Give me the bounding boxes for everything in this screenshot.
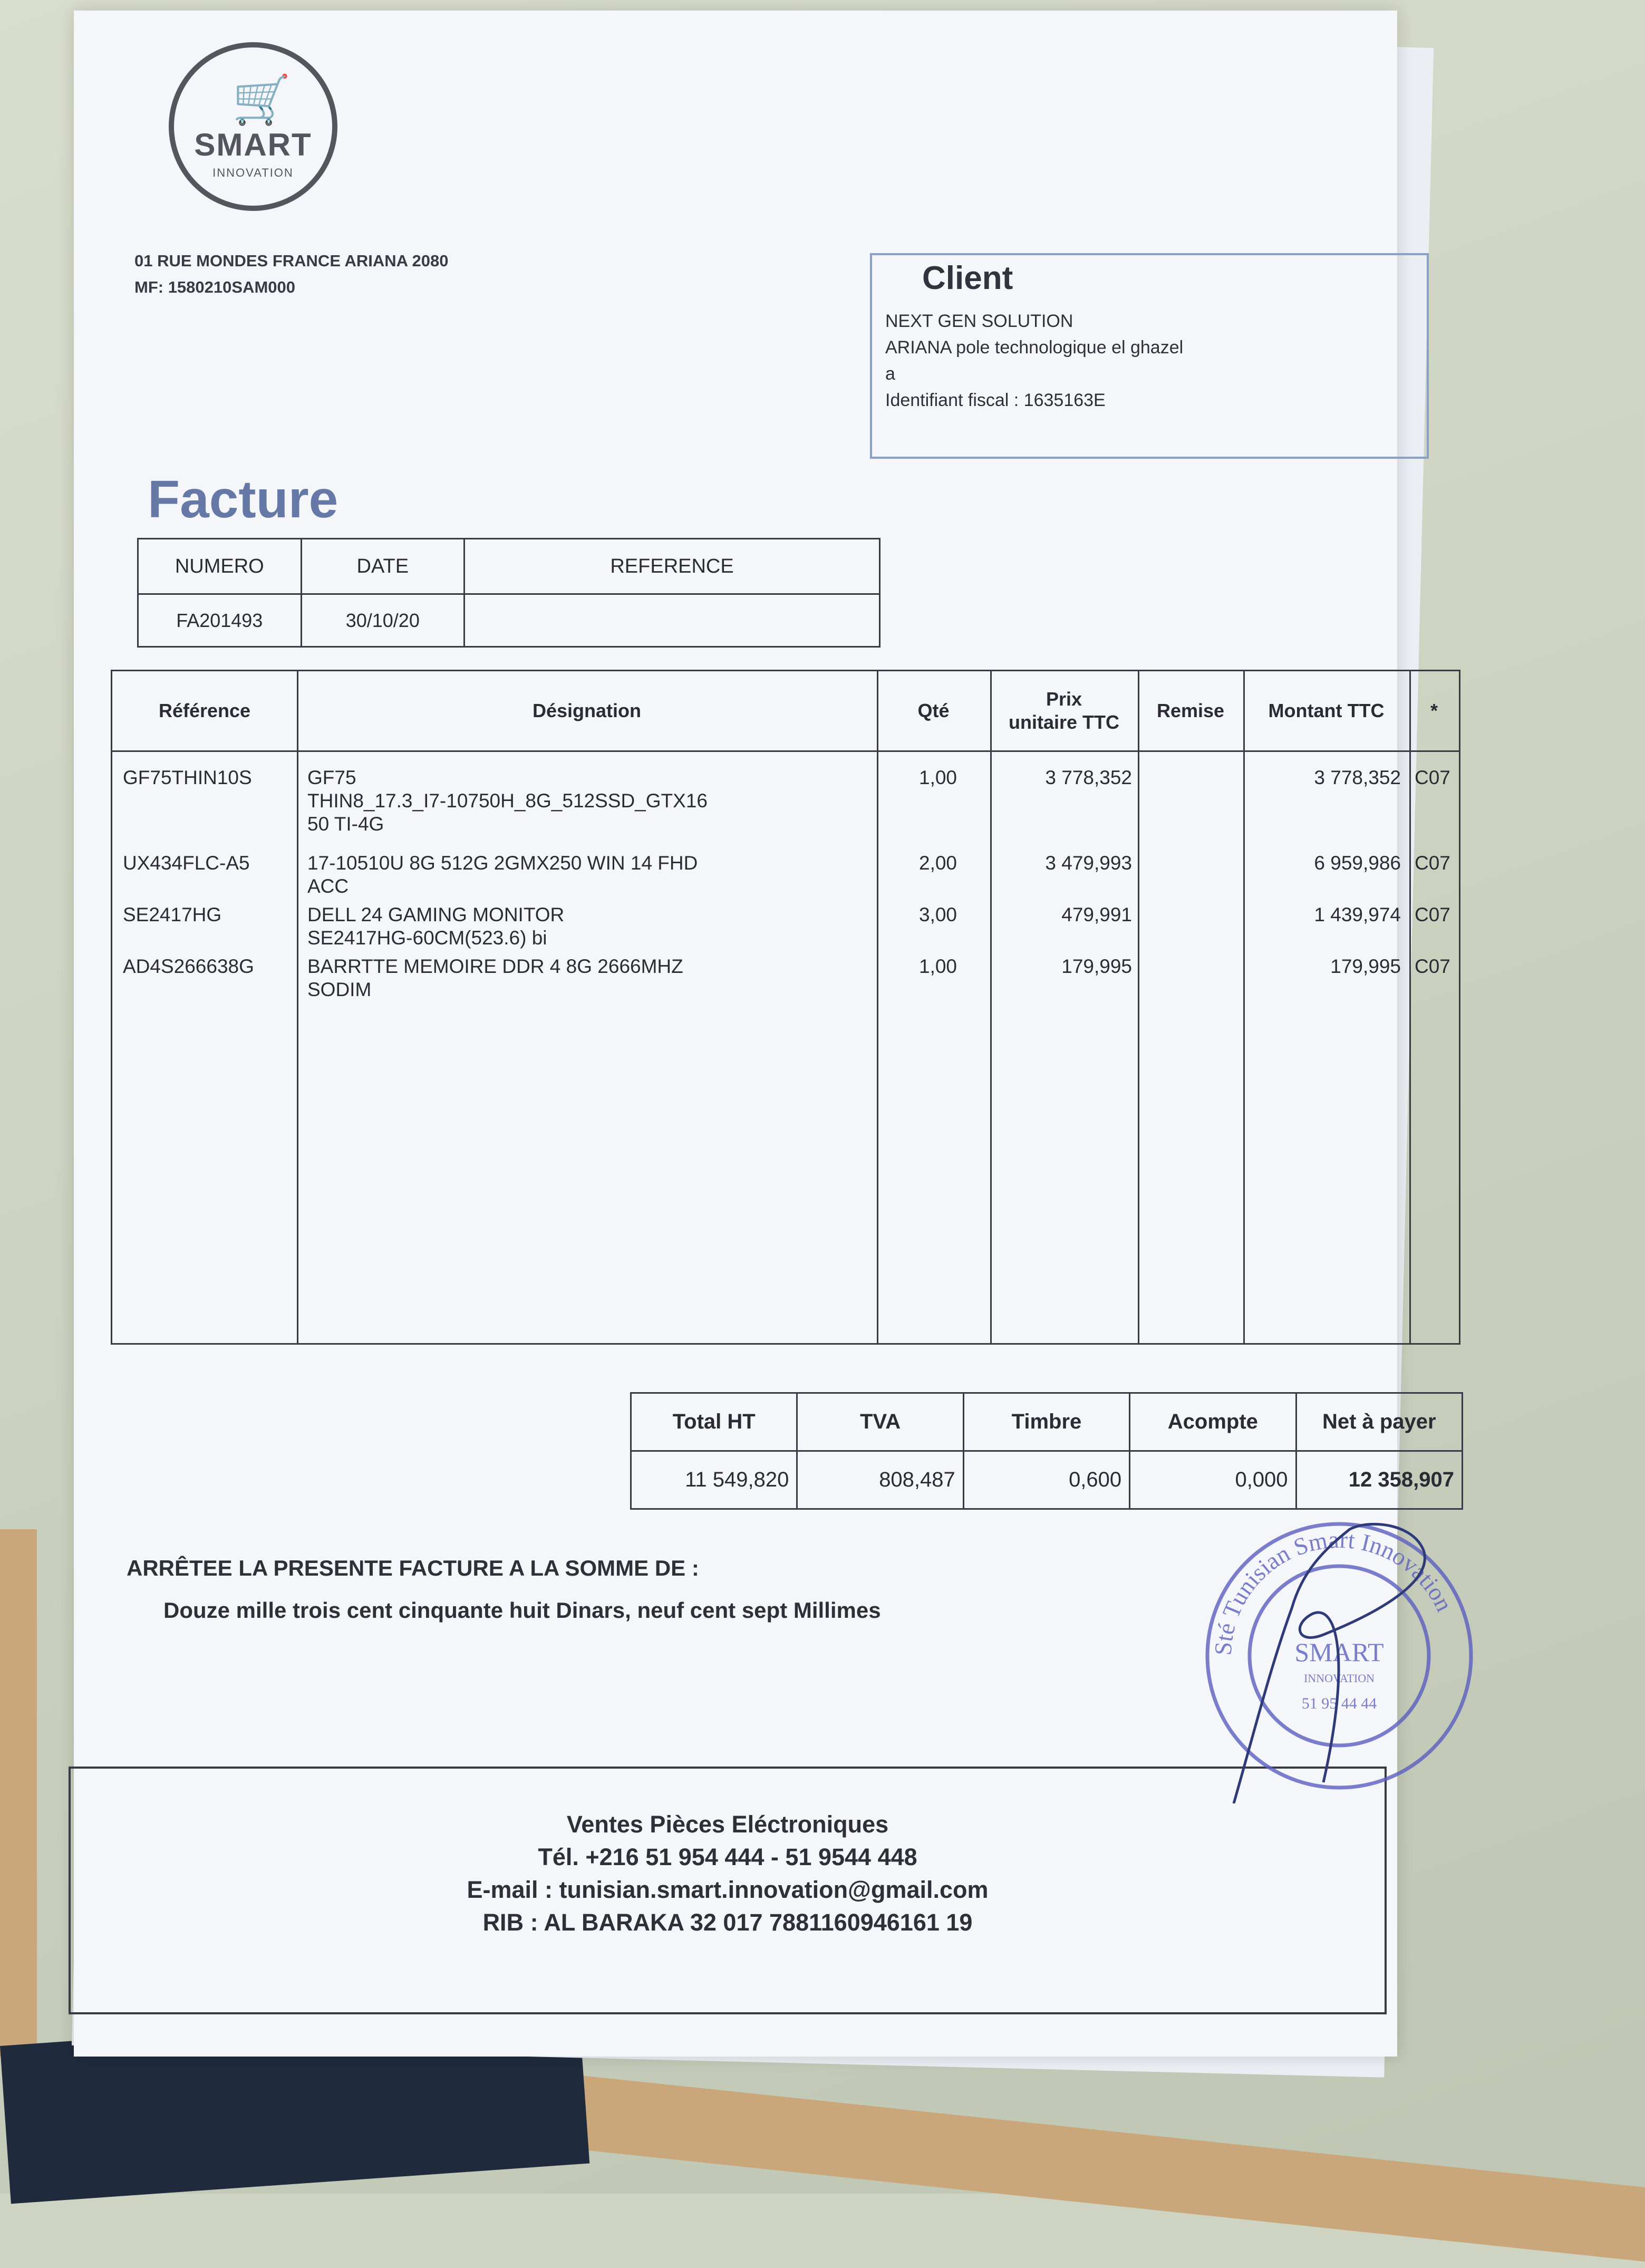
footer-box xyxy=(69,1767,1387,2014)
row-designation-2: SE2417HG-60CM(523.6) bi xyxy=(307,927,547,949)
row-qte: 2,00 xyxy=(919,852,957,874)
row-designation-1: BARRTTE MEMOIRE DDR 4 8G 2666MHZ xyxy=(307,956,683,977)
row-qte: 1,00 xyxy=(919,956,957,977)
row-code: C07 xyxy=(1415,904,1450,925)
header-date: DATE xyxy=(301,539,465,594)
timbre-value: 0,600 xyxy=(963,1451,1129,1509)
row-qte: 1,00 xyxy=(919,767,957,788)
acompte-value: 0,000 xyxy=(1130,1451,1296,1509)
col-header-remise: Remise xyxy=(1156,700,1225,721)
row-code: C07 xyxy=(1415,852,1450,874)
col-header-montant: Montant TTC xyxy=(1268,700,1385,721)
row-designation-1: GF75 xyxy=(307,767,356,788)
header-reference: REFERENCE xyxy=(465,539,880,594)
row-designation-1: 17-10510U 8G 512G 2GMX250 WIN 14 FHD xyxy=(307,852,698,874)
client-name: NEXT GEN SOLUTION xyxy=(885,311,1073,331)
row-montant: 179,995 xyxy=(1330,956,1401,977)
row-designation-3: 50 TI-4G xyxy=(307,813,384,835)
client-fiscal: Identifiant fiscal : 1635163E xyxy=(885,390,1106,410)
timbre-label: Timbre xyxy=(963,1393,1129,1451)
items-table xyxy=(111,670,1460,1345)
tva-label: TVA xyxy=(797,1393,963,1451)
row-prix: 479,991 xyxy=(1061,904,1132,925)
table-edge xyxy=(0,1529,37,2057)
col-header-code: * xyxy=(1430,700,1438,721)
col-header-reference: Référence xyxy=(158,700,251,721)
col-header-prix-line2: unitaire TTC xyxy=(1008,711,1119,733)
col-divider xyxy=(1243,671,1245,1343)
total-ht-value: 11 549,820 xyxy=(631,1451,797,1509)
row-designation-2: THIN8_17.3_I7-10750H_8G_512SSD_GTX16 xyxy=(307,790,708,812)
row-reference: AD4S266638G xyxy=(123,956,254,977)
header-numero: NUMERO xyxy=(138,539,302,594)
col-header-prix xyxy=(990,671,1138,750)
acompte-label: Acompte xyxy=(1130,1393,1296,1451)
col-header-designation: Désignation xyxy=(532,700,641,721)
company-stamp xyxy=(1192,1508,1487,1803)
amount-words: Douze mille trois cent cinquante huit Dinars, neuf cent sept Millimes xyxy=(163,1598,881,1623)
col-divider xyxy=(1138,671,1139,1343)
stamp-center: SMART xyxy=(1294,1637,1384,1667)
footer-line-1: Ventes Pièces Eléctroniques xyxy=(566,1811,889,1838)
footer-line-3: E-mail : tunisian.smart.innovation@gmail.com xyxy=(467,1876,989,1903)
net-label: Net à payer xyxy=(1296,1393,1462,1451)
totals-table xyxy=(630,1392,1463,1510)
col-divider xyxy=(1409,671,1411,1343)
stamp-ring-text: Sté Tunisian Smart Innovation xyxy=(1209,1526,1458,1656)
row-reference: UX434FLC-A5 xyxy=(123,852,250,874)
row-reference: SE2417HG xyxy=(123,904,222,925)
invoice-reference xyxy=(465,594,880,647)
col-divider xyxy=(877,671,878,1343)
client-line3: a xyxy=(885,364,895,384)
row-prix: 3 479,993 xyxy=(1045,852,1132,874)
company-address: 01 RUE MONDES FRANCE ARIANA 2080 xyxy=(134,252,449,270)
row-prix: 3 778,352 xyxy=(1045,767,1132,788)
col-divider xyxy=(297,671,298,1343)
client-box xyxy=(870,253,1429,459)
company-address-block xyxy=(134,248,448,301)
client-details xyxy=(885,308,1183,413)
tva-value: 808,487 xyxy=(797,1451,963,1509)
col-header-prix-line1: Prix xyxy=(1046,688,1082,710)
row-designation-2: ACC xyxy=(307,875,349,897)
net-value: 12 358,907 xyxy=(1296,1451,1462,1509)
invoice-numero: FA201493 xyxy=(138,594,302,647)
total-ht-label: Total HT xyxy=(631,1393,797,1451)
row-code: C07 xyxy=(1415,767,1450,788)
row-reference: GF75THIN10S xyxy=(123,767,252,788)
row-montant: 1 439,974 xyxy=(1314,904,1401,925)
footer-text xyxy=(71,1808,1385,1939)
row-designation-2: SODIM xyxy=(307,979,372,1000)
row-code: C07 xyxy=(1415,956,1450,977)
stamp-phone: 51 95 44 44 xyxy=(1301,1695,1377,1712)
row-montant: 6 959,986 xyxy=(1314,852,1401,874)
company-logo xyxy=(169,42,337,211)
client-title: Client xyxy=(922,260,1013,296)
cart-icon: 🛒 xyxy=(232,74,292,127)
logo-word: SMART xyxy=(194,127,312,162)
logo-sub: INNOVATION xyxy=(212,166,294,179)
header-divider xyxy=(112,750,1459,752)
col-header-qte: Qté xyxy=(917,700,950,721)
row-qte: 3,00 xyxy=(919,904,957,925)
invoice-date: 30/10/20 xyxy=(301,594,465,647)
company-mf: MF: 1580210SAM000 xyxy=(134,278,295,296)
stamp-sub: INNOVATION xyxy=(1303,1672,1375,1685)
invoice-page xyxy=(74,11,1458,2057)
page-title: Facture xyxy=(148,470,338,529)
amount-words-label: ARRÊTEE LA PRESENTE FACTURE A LA SOMME DE : xyxy=(127,1556,699,1580)
footer-line-4: RIB : AL BARAKA 32 017 7881160946161 19 xyxy=(482,1909,973,1936)
row-montant: 3 778,352 xyxy=(1314,767,1401,788)
invoice-header-table xyxy=(137,538,880,648)
row-prix: 179,995 xyxy=(1061,956,1132,977)
col-divider xyxy=(990,671,992,1343)
footer-line-2: Tél. +216 51 954 444 - 51 9544 448 xyxy=(538,1844,917,1870)
client-address: ARIANA pole technologique el ghazel xyxy=(885,337,1184,358)
row-designation-1: DELL 24 GAMING MONITOR xyxy=(307,904,565,925)
